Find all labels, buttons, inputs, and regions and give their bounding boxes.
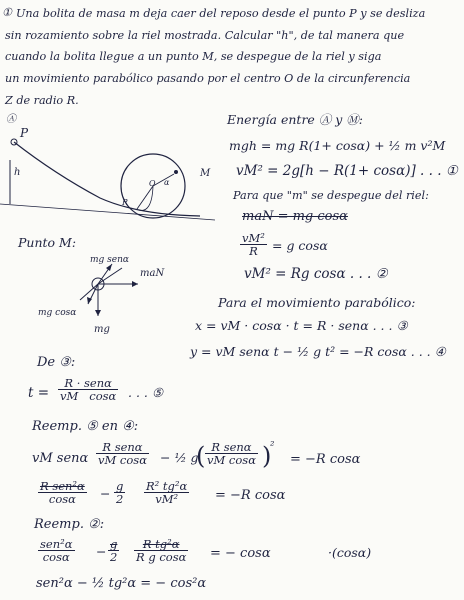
- reemp2-c-mid-den: 2: [110, 550, 118, 565]
- label-r: R: [122, 198, 129, 207]
- from3-tail: . . . ⑤: [128, 385, 164, 400]
- from3-den-vm: vM: [60, 389, 79, 404]
- energy-eq-4-fraction: [240, 232, 267, 257]
- energy-eq-1: mgh = mg R(1+ cosα) + ½ m v²M: [229, 138, 446, 153]
- problem-line-5: Z de radio R.: [5, 94, 79, 107]
- reemp1-title: Reemp. ⑤ en ④:: [32, 419, 139, 434]
- label-h: h: [14, 167, 21, 178]
- from3-den: [58, 390, 118, 402]
- reemp2-c-rhs: = − cosα: [210, 546, 271, 561]
- reemp1-b-mid-den: 2: [116, 492, 124, 507]
- force-man: maN: [140, 268, 165, 279]
- reemp2-c-fraction-2: [108, 538, 119, 563]
- reemp2-title: Reemp. ②:: [34, 517, 105, 532]
- point-m-title: Punto M:: [18, 235, 77, 250]
- parabolic-eq-x: x = vM · cosα · t = R · senα . . . ③: [195, 318, 408, 333]
- reemp1-a-den: vM cosα: [98, 453, 147, 468]
- label-m: M: [200, 168, 211, 179]
- label-o: O: [149, 179, 156, 188]
- reemp1-b-mid-num: g: [116, 479, 124, 493]
- reemp2-c-note: ·(cosα): [328, 545, 372, 560]
- energy-title: Energía entre Ⓐ y Ⓜ:: [227, 112, 364, 127]
- reemp2-c-fraction-1: [38, 538, 75, 563]
- label-p: P: [20, 126, 29, 140]
- reemp1-b-rhs: = −R cosα: [215, 488, 286, 503]
- free-body-diagram: [50, 254, 180, 334]
- reemp1-b-fraction-3: [144, 480, 189, 505]
- force-mg-sin: mg senα: [90, 255, 129, 265]
- track-diagram: [0, 112, 225, 232]
- reemp1-a-paren-close: ): [262, 442, 272, 470]
- from3-title: De ③:: [37, 355, 76, 370]
- problem-line-2: sin rozamiento sobre la riel mostrada. Calcular "h", de tal manera que: [5, 29, 405, 42]
- energy-note: Para que "m" se despegue del riel:: [233, 189, 429, 202]
- parabolic-eq-y: y = vM senα t − ½ g t² = −R cosα . . . ④: [190, 344, 446, 359]
- reemp1-b-minus: −: [100, 486, 111, 501]
- reemp1-a-rhs: = −R cosα: [290, 452, 361, 467]
- label-alpha: α: [164, 178, 170, 187]
- force-mg: mg: [94, 324, 110, 335]
- energy-eq-3: maN = mg cosα: [242, 209, 348, 224]
- parabolic-title: Para el movimiento parabólico:: [218, 295, 416, 310]
- diagram-corner-label: Ⓐ: [6, 114, 16, 125]
- from3-fraction: [58, 377, 118, 402]
- energy-eq-2: vM² = 2g[h − R(1+ cosα)] . . . ①: [236, 163, 458, 179]
- reemp1-b-frac-den: vM²: [155, 492, 179, 507]
- reemp2-c-fraction-3: [134, 538, 188, 563]
- energy-eq-4-num: vM²: [242, 231, 265, 245]
- reemp2-c-minus: −: [96, 544, 107, 559]
- energy-eq-5: vM² = Rg cosα . . . ②: [244, 266, 388, 282]
- reemp1-a-paren-fraction: [205, 441, 258, 466]
- reemp1-b-num: R sen²α: [40, 479, 85, 493]
- reemp1-b-den: cosα: [48, 492, 76, 507]
- reemp2-c-mid-num: g: [110, 537, 118, 551]
- from3-t-lhs: t =: [28, 385, 50, 401]
- from3-den-cos: cosα: [89, 389, 117, 404]
- problem-line-1: Una bolita de masa m deja caer del reposo desde el punto P y se desliza: [16, 7, 426, 20]
- problem-line-3: cuando la bolita llegue a un punto M, se despegue de la riel y siga: [5, 50, 382, 63]
- energy-eq-4-rest: = g cosα: [272, 238, 328, 253]
- reemp2-c-frac-num: R tg²α: [134, 538, 188, 551]
- energy-eq-4-den: R: [249, 244, 258, 259]
- reemp1-b-fraction-1: [38, 480, 87, 505]
- reemp1-b-fraction-2: [114, 480, 125, 505]
- reemp1-b-frac-num: R² tg²α: [146, 479, 188, 493]
- reemp2-c-frac-den: R g cosα: [136, 550, 187, 565]
- reemp1-a-mid: − ½ g: [160, 450, 199, 465]
- reemp1-a-paren-open: (: [196, 442, 206, 470]
- from3-num: R · senα: [58, 377, 118, 390]
- reemp1-a-num: R senα: [96, 441, 149, 454]
- reemp1-a-lhs: vM senα: [32, 451, 89, 466]
- reemp2-c-den: cosα: [42, 550, 70, 565]
- problem-number: ①: [2, 6, 13, 19]
- reemp2-d-line: sen²α − ½ tg²α = − cos²α: [36, 576, 207, 591]
- reemp1-a-pden: vM cosα: [207, 453, 256, 468]
- problem-line-4: un movimiento parabólico pasando por el centro O de la circunferencia: [5, 72, 411, 85]
- reemp1-a-square: ²: [270, 439, 275, 452]
- force-mg-cos: mg cosα: [38, 308, 77, 318]
- reemp2-c-num: sen²α: [40, 537, 73, 551]
- reemp1-a-pnum: R senα: [205, 441, 258, 454]
- reemp1-a-fraction: [96, 441, 149, 466]
